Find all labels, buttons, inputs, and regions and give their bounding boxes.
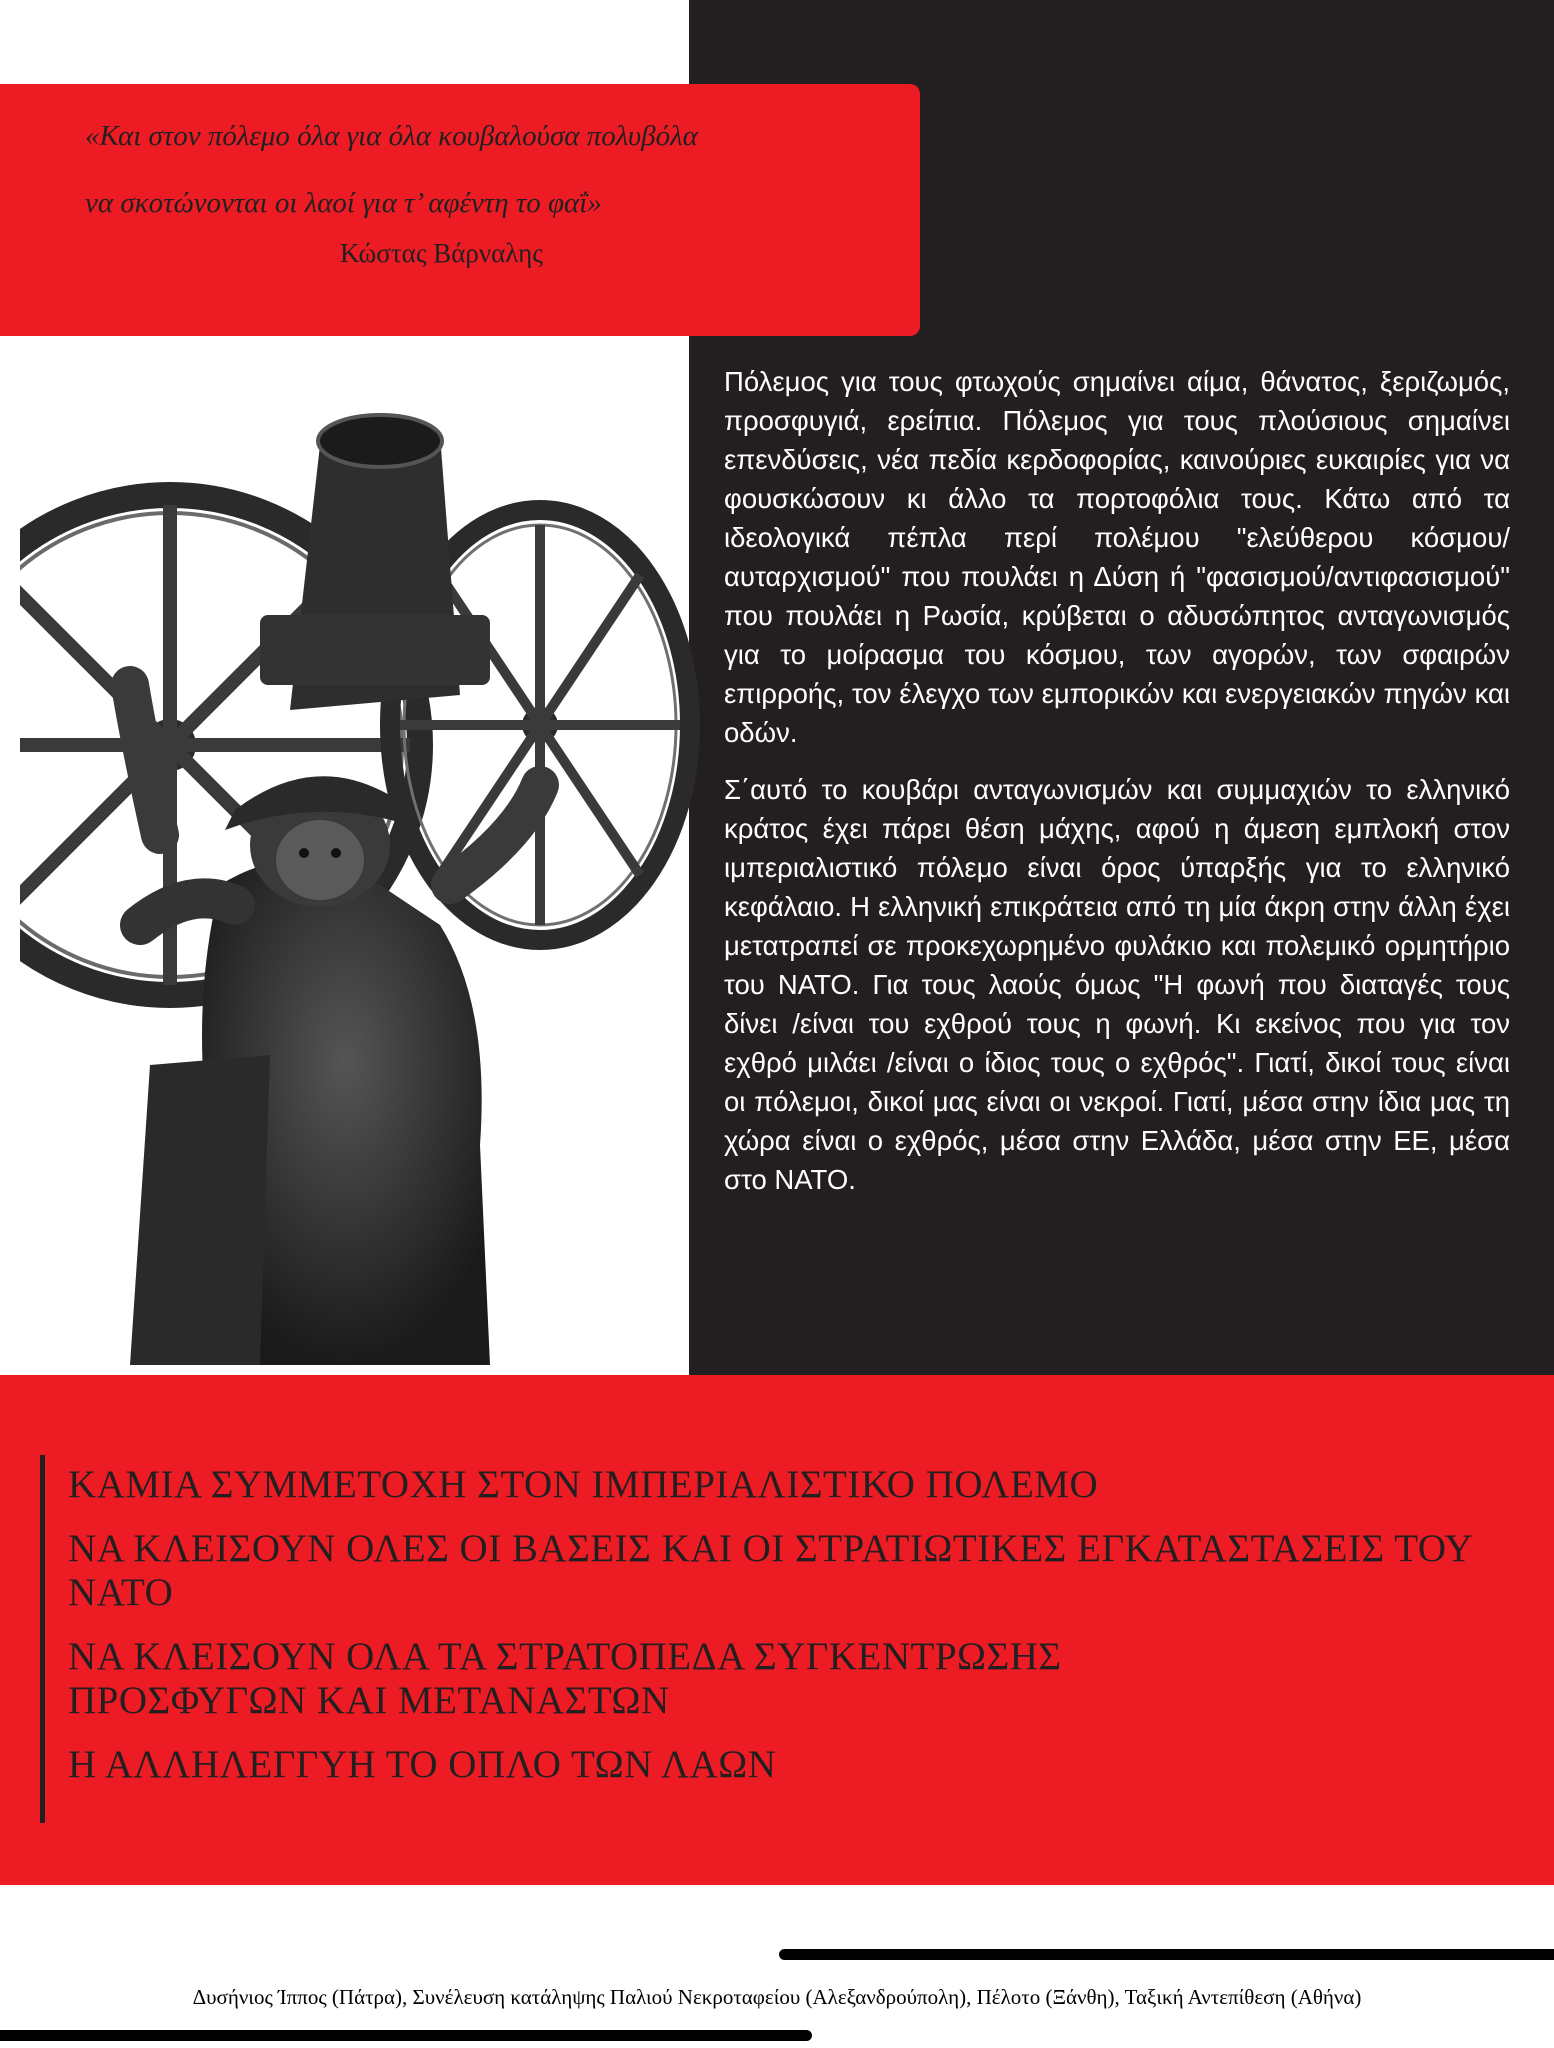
slogan-4: Η ΑΛΛΗΛΕΓΓΥΗ ΤΟ ΟΠΛΟ ΤΩΝ ΛΑΩΝ <box>68 1743 777 1786</box>
article-paragraph-2: Σ΄αυτό το κουβάρι ανταγωνισμών και συμμαχιών το ελληνικό κράτος έχει πάρει θέση μάχης, αφού η άμεση εμπλοκή στον ιμπεριαλιστικό πόλεμο είναι όρος ύπαρξής για το ελληνικό κεφάλαιο. Η ελληνική επικράτεια από τη μία άκρη στην άλλη έχει μετατραπεί σε προκεχωρημένο φυλάκιο και πολεμικό ορμητήριο του ΝΑΤΟ. Για τους λαούς όμως "Η φωνή που διαταγές τους δίνει /είναι του εχθρού τους η φωνή. Κι εκείνος που για τον εχθρό μιλάει /είναι ο ίδιος τους ο εχθρός". Γιατί, δικοί τους είναι οι πόλεμοι, δικοί μας είναι οι νεκροί. Γιατί, μέσα στην ίδια μας τη χώρα είναι ο εχθρός, μέσα στην Ελλάδα, μέσα στην ΕΕ, μέσα στο ΝΑΤΟ. <box>724 774 1510 1195</box>
slogans-accent-bar <box>40 1455 45 1823</box>
quote-line-2: να σκοτώνονται οι λαοί για τ’ αφέντη το φαΐ» <box>85 187 602 219</box>
footer-rule-top <box>779 1949 1554 1960</box>
slogan-3: ΝΑ ΚΛΕΙΣΟΥΝ ΟΛΑ ΤΑ ΣΤΡΑΤΟΠΕΔΑ ΣΥΓΚΕΝΤΡΩΣΗΣ ΠΡΟΣΦΥΓΩΝ ΚΑΙ ΜΕΤΑΝΑΣΤΩΝ <box>68 1635 1062 1722</box>
footer-rule-bottom <box>0 2030 812 2041</box>
soldier-carrying-cannon-photo <box>20 365 700 1365</box>
quote-line-1: «Και στον πόλεμο όλα για όλα κουβαλούσα πολυβόλα <box>85 120 698 152</box>
article-paragraph-1: Πόλεμος για τους φτωχούς σημαίνει αίμα, θάνατος, ξεριζωμός, προσφυγιά, ερείπια. Πόλεμος για τους πλούσιους σημαίνει επενδύσεις, νέα πεδία κερδοφορίας, καινούριες ευκαιρίες για να φουσκώσουν κι άλλο τα πορτοφόλια τους. Κάτω από τα ιδεολογικά πέπλα περί πολέμου "ελεύθερου κόσμου/αυταρχισμού" που πουλάει η Δύση ή "φασισμού/αντιφασισμού" που πουλάει η Ρωσία, κρύβεται ο αδυσώπητος ανταγωνισμός για το μοίρασμα του κόσμου, των αγορών, των σφαιρών επιρροής, τον έλεγχο των εμπορικών και ενεργειακών πηγών και οδών. <box>724 366 1510 748</box>
slogan-1: ΚΑΜΙΑ ΣΥΜΜΕΤΟΧΗ ΣΤΟΝ ΙΜΠΕΡΙΑΛΙΣΤΙΚΟ ΠΟΛΕΜΟ <box>68 1463 1099 1506</box>
footer-signatories: Δυσήνιος Ίππος (Πάτρα), Συνέλευση κατάληψης Παλιού Νεκροταφείου (Αλεξανδρούπολη), Πέλοτο (Ξάνθη), Ταξική Αντεπίθεση (Αθήνα) <box>192 1985 1362 2009</box>
quote-author: Κώστας Βάρναλης <box>340 238 543 268</box>
gun-carriage <box>130 1055 270 1365</box>
slogan-2: ΝΑ ΚΛΕΙΣΟΥΝ ΟΛΕΣ ΟΙ ΒΑΣΕΙΣ ΚΑΙ ΟΙ ΣΤΡΑΤΙΩΤΙΚΕΣ ΕΓΚΑΤΑΣΤΑΣΕΙΣ ΤΟΥ ΝΑΤΟ <box>68 1527 1472 1614</box>
cannon-barrel <box>260 415 490 710</box>
article-body <box>724 362 1510 1217</box>
slogans-list <box>68 1463 1518 1807</box>
